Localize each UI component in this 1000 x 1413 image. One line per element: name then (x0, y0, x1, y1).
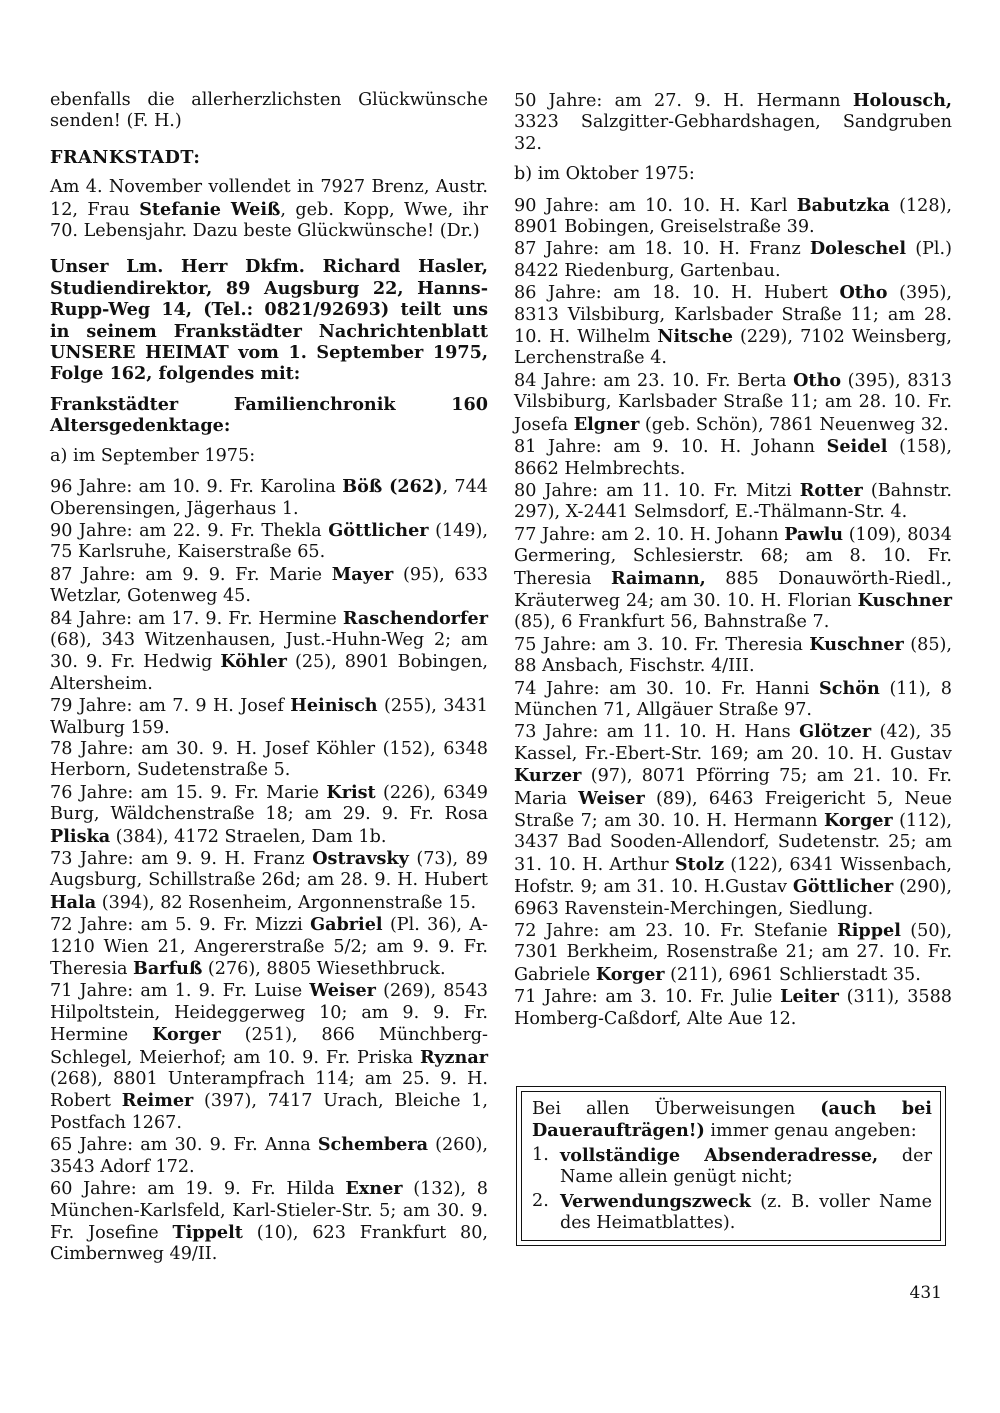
name-highlight: Böß (262) (342, 476, 443, 498)
chronicle-entry (514, 90, 952, 155)
left-column (50, 90, 488, 1266)
name-highlight: Tippelt (172, 1221, 243, 1243)
chronicle-entry (50, 1134, 488, 1178)
text-run: 84 Jahre: am 23. 10. Fr. Berta (514, 370, 794, 391)
name-highlight: Weiser (578, 787, 645, 809)
text-run: 96 Jahre: am 10. 9. Fr. Karolina (50, 477, 343, 498)
chronicle-entry (50, 848, 488, 914)
name-highlight: Nitsche (657, 326, 733, 348)
text-run: 80 Jahre: am 11. 10. Fr. Mitzi (514, 480, 800, 501)
text-run: (268), 8801 Unterampfrach 114; am 25. 9. H. Robert (50, 1069, 488, 1112)
text-run: (311), 3588 Homberg-Caßdorf, Alte Aue 12. (514, 987, 952, 1029)
chronicle-entry (514, 238, 952, 282)
text-run: (260), 3543 Adorf 172. (50, 1135, 489, 1177)
text-run: 76 Jahre: am 15. 9. Fr. Marie (50, 782, 327, 803)
notice-item (532, 1191, 932, 1235)
october-entries (514, 195, 952, 1030)
text-run: 72 Jahre: am 23. 10. Fr. Stefanie (514, 921, 838, 942)
name-highlight: Reimer (121, 1090, 194, 1112)
name-highlight: Glötzer (799, 721, 872, 743)
text-run: (11), 8 München 71, Allgäuer Straße 97. (514, 678, 952, 720)
name-highlight: Krist (326, 781, 376, 803)
notice-items (532, 1145, 932, 1235)
text-run: (290), 6963 Ravenstein-Merchingen, Siedlung. (514, 877, 952, 919)
name-highlight: Hala (50, 891, 97, 913)
name-highlight: Kuschner (809, 633, 904, 655)
name-highlight: Pliska (50, 825, 111, 847)
text-run: 86 Jahre: am 18. 10. H. Hubert (514, 283, 840, 304)
chronicle-entry (50, 914, 488, 980)
text-run: (z. B. voller Name des Heimatblattes). (560, 1191, 932, 1234)
name-highlight: Leiter (780, 986, 839, 1008)
chronicle-entry (50, 739, 488, 782)
text-run: (395), 8313 Vilsbiburg, Karlsbader Straße 11; am 28. 10. Fr. Josefa (514, 370, 952, 435)
text-run: (384), 4172 Straelen, Dam 1b. (110, 826, 387, 847)
name-highlight: Rotter (799, 479, 863, 501)
notice-item (532, 1145, 932, 1189)
text-run: (211), 6961 Schlierstadt 35. (664, 964, 921, 985)
text-run: 79 Jahre: am 7. 9 H. Josef (50, 696, 291, 717)
hasler-note: Unser Lm. Herr Dkfm. Richard Hasler, Studiendirektor, 89 Augsburg 22, Hanns-Rupp-Weg 14, (Tel.: 0821/92693) teilt uns in seinem Frankstädter Nachrichtenblatt UNSERE HEIMAT vom 1. September 1975, Folge 162, folgendes mit: (50, 256, 488, 385)
chronicle-entry (514, 986, 952, 1030)
name-highlight: Stefanie Weiß (139, 198, 281, 220)
chronicle-entry (514, 920, 952, 986)
text-run: (122), 6341 Wissenbach, Hofstr. 9; am 31. 10. H.Gustav (514, 854, 952, 898)
page-number: 431 (909, 1283, 942, 1303)
text-run: 81 Jahre: am 9. 10. H. Johann (514, 437, 827, 458)
text-run: 84 Jahre: am 17. 9. Fr. Hermine (50, 608, 343, 629)
text-run: 75 Jahre: am 3. 10. Fr. Theresia (514, 634, 810, 655)
name-highlight: Schembera (317, 1134, 428, 1156)
text-run: 73 Jahre: am 9. 9. H. Franz (50, 849, 313, 869)
text-run: (276), 8805 Wiesethbruck. (202, 959, 446, 980)
payment-notice-box (516, 1086, 946, 1246)
text-run: (251), 866 Münchberg-Schlegel, Meierhof; am 10. 9. Fr. Priska (50, 1025, 489, 1068)
name-highlight: Holousch, (852, 90, 952, 111)
name-highlight: Rippel (837, 920, 901, 942)
name-highlight: Weiser (309, 980, 376, 1002)
name-highlight: Seidel (826, 436, 888, 458)
frankstadt-heading: FRANKSTADT: (50, 146, 201, 168)
name-highlight: (auch bei Daueraufträgen!) (532, 1098, 932, 1142)
september-entries-continued (514, 90, 952, 155)
text-run: (42), 35 Kassel, Fr.-Ebert-Str. 169; am 20. 10. H. Gustav (514, 722, 953, 764)
name-highlight: Otho (839, 282, 888, 304)
name-highlight: Göttlicher (792, 876, 894, 898)
text-run: (85), 6 Frankfurt 56, Bahnstraße 7. (514, 612, 830, 633)
text-run: (128), 8901 Bobingen, Greiselstraße 39. (514, 195, 952, 238)
text-run: (89), 6463 Freigericht 5, Neue Straße 7; am 30. 10. H. Hermann (514, 788, 953, 831)
name-highlight: Otho (793, 369, 842, 391)
text-run: 74 Jahre: am 30. 10. Fr. Hanni (514, 678, 820, 699)
text-run: immer genau angeben: (704, 1121, 917, 1142)
chronicle-entry (514, 480, 952, 524)
text-run: (397), 7417 Urach, Bleiche 1, Postfach 1267. (50, 1091, 489, 1133)
chronicle-entry (514, 721, 952, 920)
text-run: (395), 8313 Vilsbiburg, Karlsbader Straße 11; am 28. 10. H. Wilhelm (514, 283, 952, 348)
chronicle-entry (50, 520, 488, 564)
name-highlight: Korger (152, 1024, 221, 1046)
name-highlight: Kuschner (857, 589, 952, 611)
text-run: 90 Jahre: am 10. 10. H. Karl (514, 195, 797, 216)
text-run: (95), 633 Wetzlar, Gotenweg 45. (50, 564, 488, 607)
text-run: 87 Jahre: am 9. 9. Fr. Marie (50, 564, 332, 585)
text-run: (229), 7102 Weinsberg, Lerchenstraße 4. (514, 327, 952, 369)
name-highlight: Raschendorfer (342, 607, 488, 629)
text-run: 71 Jahre: am 3. 10. Fr. Julie (514, 987, 781, 1008)
text-run: (10), 623 Frankfurt 80, Cimbernweg 49/II. (50, 1222, 488, 1265)
chronicle-entry (514, 634, 952, 678)
september-entries (50, 476, 488, 1266)
chronicle-entry (50, 782, 488, 848)
text-run: (394), 82 Rosenheim, Argonnenstraße 15. (96, 892, 477, 913)
october-label: b) im Oktober 1975: (514, 164, 695, 185)
chronicle-entry (50, 608, 488, 696)
name-highlight: Mayer (331, 563, 394, 585)
text-run: 77 Jahre: am 2. 10. H. Johann (514, 524, 785, 545)
text-run: 50 Jahre: am 27. 9. H. Hermann (514, 91, 853, 111)
text-run: 73 Jahre: am 11. 10. H. Hans (514, 722, 800, 743)
text-run: (158), 8662 Helmbrechts. (514, 437, 952, 479)
name-highlight: Exner (345, 1178, 403, 1200)
notice-item-text (560, 1145, 932, 1189)
name-highlight: Verwendungszweck (560, 1190, 751, 1212)
text-run: (Pl. 36), A-1210 Wien 21, Angererstraße 5/2; am 9. 9. Fr. Theresia (50, 915, 488, 980)
chronicle-entry (50, 476, 488, 520)
name-highlight: Korger (824, 810, 893, 831)
text-run: (255), 3431 Walburg 159. (50, 696, 488, 738)
text-run: 65 Jahre: am 30. 9. Fr. Anna (50, 1135, 318, 1156)
name-highlight: Heinisch (290, 695, 378, 717)
text-run: 71 Jahre: am 1. 9. Fr. Luise (50, 981, 310, 1002)
name-highlight: Stolz (674, 853, 725, 875)
name-highlight: Schön (819, 677, 880, 699)
name-highlight: Korger (595, 963, 665, 985)
text-run: , 744 Oberensingen, Jägerhaus 1. (50, 477, 488, 519)
name-highlight: Kurzer (514, 765, 582, 787)
text-run: Am 4. November vollendet in 7927 Brenz, Austr. 12, Frau (50, 177, 488, 220)
notice-item-number: 2. (532, 1190, 549, 1211)
text-run: (68), 343 Witzenhausen, Just.-Huhn-Weg 2; am 30. 9. Fr. Hedwig (50, 629, 488, 673)
chronicle-entry (514, 436, 952, 480)
intro-paragraph: ebenfalls die allerherzlichsten Glückwünsche senden! (F. H.) (50, 90, 488, 132)
chronik-heading: Frankstädter Familienchronik 160 Altersgedenktage: (50, 393, 488, 437)
name-highlight: Ryznar (420, 1046, 488, 1068)
text-run: (25), 8901 Bobingen, Altersheim. (50, 652, 488, 694)
notice-intro (532, 1098, 932, 1143)
name-highlight: Gabriel (310, 914, 383, 936)
text-run: 885 Donauwörth-Riedl., Kräuterweg 24; am 30. 10. H. Florian (514, 568, 952, 611)
text-run: (85), 88 Ansbach, Fischstr. 4/III. (514, 634, 952, 677)
text-run: 72 Jahre: am 5. 9. Fr. Mizzi (50, 915, 311, 936)
chronicle-entry (514, 282, 952, 370)
text-run: (132), 8 München-Karlsfeld, Karl-Stieler-Str. 5; am 30. 9. Fr. Josefine (50, 1179, 488, 1243)
name-highlight: vollständige Absenderadresse, (560, 1144, 879, 1166)
text-run: (geb. Schön), 7861 Neuenweg 32. (639, 414, 949, 435)
text-run: (Pl.) 8422 Riedenburg, Gartenbau. (514, 239, 952, 281)
text-run: (73), 89 Augsburg, Schillstraße 26d; am 28. 9. H. Hubert (50, 849, 489, 891)
name-highlight: Babutzka (796, 194, 890, 216)
september-label: a) im September 1975: (50, 445, 256, 466)
text-run: 90 Jahre: am 22. 9. Fr. Thekla (50, 520, 329, 541)
notice-item-number: 1. (532, 1144, 549, 1165)
text-run: (226), 6349 Burg, Wäldchenstraße 18; am 29. 9. Fr. Rosa (50, 782, 488, 825)
name-highlight: Ostravsky (312, 848, 409, 869)
chronicle-entry (514, 678, 952, 722)
name-highlight: Doleschel (809, 238, 907, 260)
text-run: der Name allein genügt nicht; (560, 1145, 932, 1188)
text-run: (149), 75 Karlsruhe, Kaiserstraße 65. (50, 520, 488, 563)
name-highlight: Barfuß (133, 958, 203, 980)
name-highlight: Göttlicher (328, 519, 429, 541)
chronicle-entry (514, 370, 952, 436)
name-highlight: Köhler (220, 651, 287, 673)
notice-item-text (560, 1191, 932, 1235)
text-run: 87 Jahre: am 18. 10. H. Franz (514, 239, 810, 260)
name-highlight: Raimann, (610, 567, 706, 589)
name-highlight: Elgner (573, 413, 640, 435)
text-run: (269), 8543 Hilpoltstein, Heideggerweg 10; am 9. 9. Fr. Hermine (50, 981, 488, 1046)
text-run: (112), 3437 Bad Sooden-Allendorf, Sudetenstr. 25; am 31. 10. H. Arthur (514, 811, 952, 875)
text-run: (109), 8034 Germering, Schlesierstr. 68; am 8. 10. Fr. Theresia (514, 524, 952, 589)
chronicle-entry (50, 695, 488, 739)
chronicle-entry (50, 1178, 488, 1266)
text-run: (Bahnstr. 297), X-2441 Selmsdorf, E.-Thälmann-Str. 4. (514, 480, 952, 523)
chronicle-entry (50, 980, 488, 1134)
text-run: 78 Jahre: am 30. 9. H. Josef Köhler (152), 6348 Herborn, Sudetenstraße 5. (50, 738, 488, 781)
text-run: 60 Jahre: am 19. 9. Fr. Hilda (50, 1179, 346, 1200)
text-run: Bei allen Überweisungen (532, 1099, 821, 1119)
text-run: (97), 8071 Pförring 75; am 21. 10. Fr. Maria (514, 766, 952, 809)
text-run: (50), 7301 Berkheim, Rosenstraße 21; am 27. 10. Fr. Gabriele (514, 921, 952, 985)
name-highlight: Pawlu (784, 523, 844, 545)
chronicle-entry (514, 524, 952, 634)
text-run: 3323 Salzgitter-Gebhardshagen, Sandgruben 32. (514, 112, 952, 154)
right-column (514, 90, 952, 1030)
chronicle-entry (50, 564, 488, 608)
text-run: , geb. Kopp, Wwe, ihr 70. Lebensjahr. Dazu beste Glückwünsche! (Dr.) (50, 199, 489, 242)
frankstadt-paragraph (50, 177, 488, 242)
chronicle-entry (514, 195, 952, 239)
